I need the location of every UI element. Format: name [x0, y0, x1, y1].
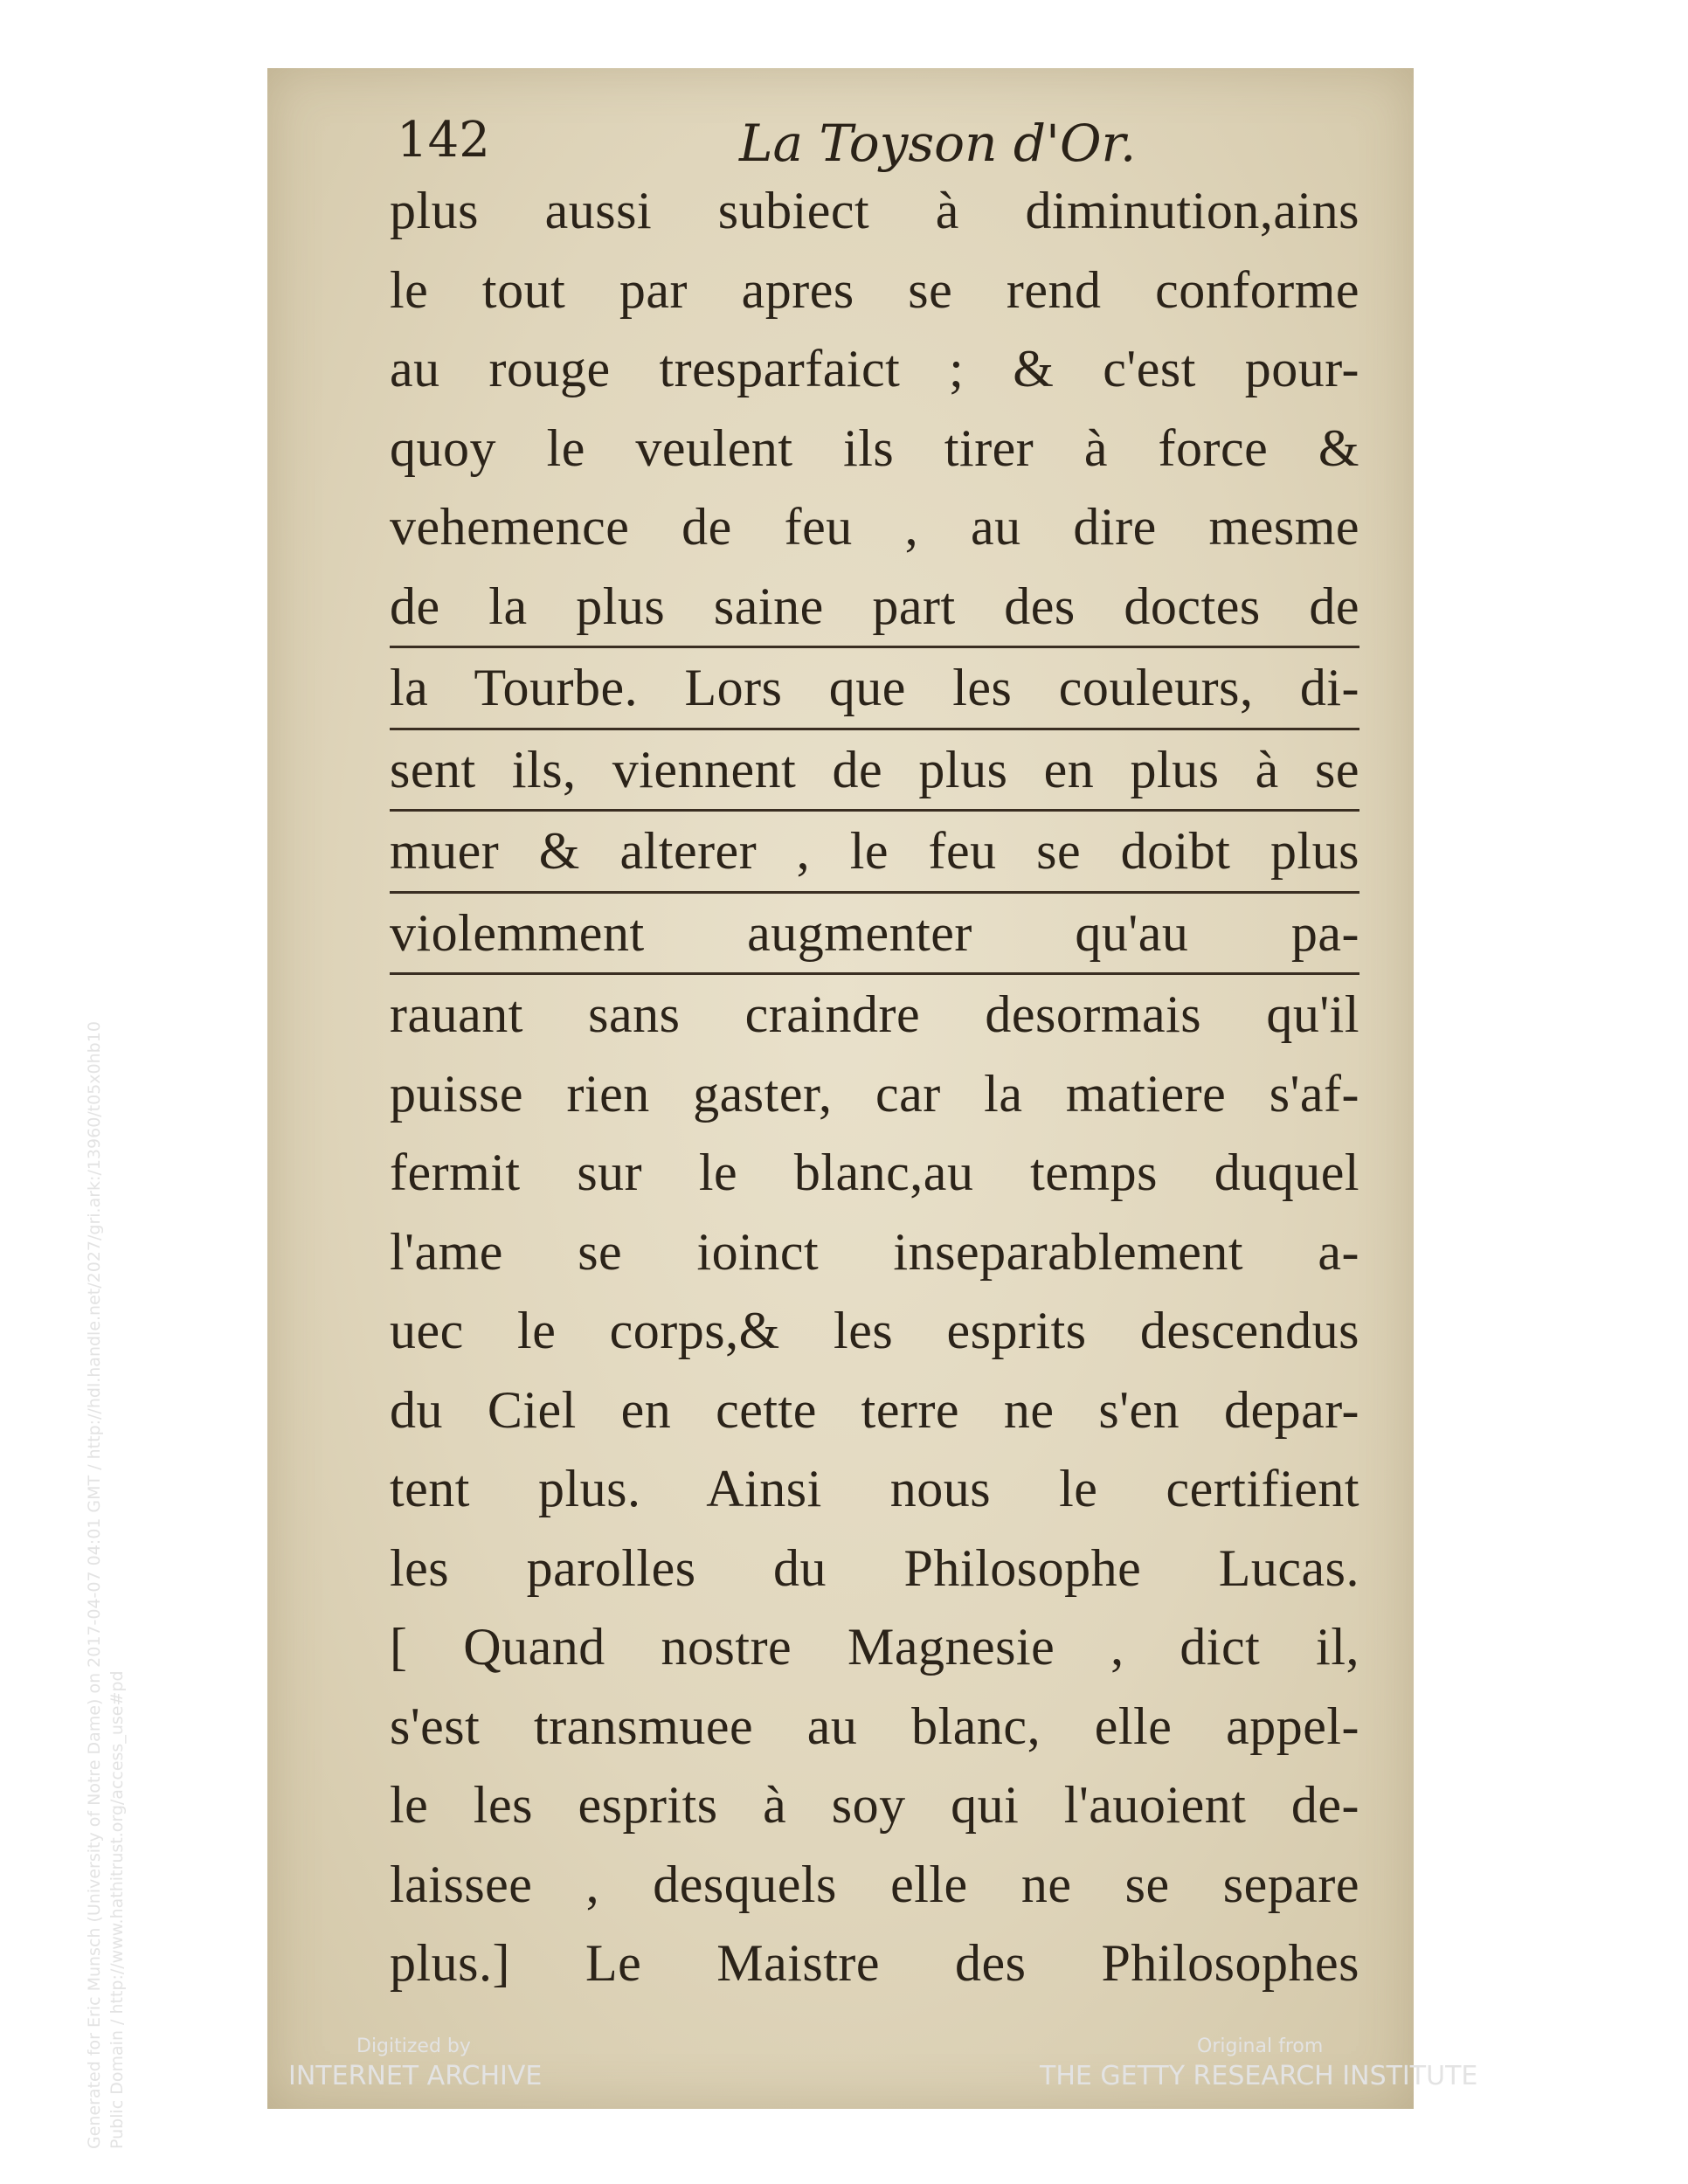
license-notice-line: Public Domain / http://www.hathitrust.org/access_use#pd	[107, 1670, 127, 2149]
text-line: l'ame se ioinct inseparablement a-	[390, 1222, 1359, 1281]
text-line: puisse rien gaster, car la matiere s'af-	[390, 1064, 1359, 1123]
text-line: au rouge tresparfaict ; & c'est pour-	[390, 340, 1359, 397]
book-page	[267, 68, 1414, 2109]
original-from-label: Original from	[1197, 2035, 1324, 2057]
text-line: tent plus. Ainsi nous le certifient	[390, 1460, 1359, 1517]
running-head	[390, 112, 1263, 173]
text-line: laissee , desquels elle ne se separe	[390, 1855, 1359, 1913]
page-number: 142	[397, 112, 490, 169]
text-line: les parolles du Philosophe Lucas.	[390, 1538, 1359, 1597]
text-line: plus.] Le Maistre des Philosophes	[390, 1934, 1359, 1992]
internet-archive-label: INTERNET ARCHIVE	[288, 2061, 543, 2091]
text-line: plus aussi subiect à diminution,ains	[390, 182, 1359, 239]
text-line-underlined: violemment augmenter qu'au pa-	[390, 894, 1359, 976]
digitized-by-label: Digitized by	[356, 2035, 471, 2057]
page-body-text	[390, 171, 1359, 2003]
text-line-underlined: la Tourbe. Lors que les couleurs, di-	[390, 648, 1359, 730]
text-line: s'est transmuee au blanc, elle appel-	[390, 1697, 1359, 1755]
running-title: La Toyson d'Or.	[739, 114, 1137, 173]
text-line: le tout par apres se rend conforme	[390, 260, 1359, 319]
generation-notice-line: Generated for Eric Munsch (University of Notre Dame) on 2017-04-07 04:01 GMT / http://hdl.handle.net/2027/gri.ark:/13960/t05x0hb10	[85, 1021, 104, 2149]
text-line: vehemence de feu , au dire mesme	[390, 498, 1359, 556]
text-line: du Ciel en cette terre ne s'en depar-	[390, 1380, 1359, 1439]
original-from-watermark	[1040, 2035, 1477, 2091]
text-line: fermit sur le blanc,au temps duquel	[390, 1144, 1359, 1201]
text-line: rauant sans craindre desormais qu'il	[390, 985, 1359, 1043]
text-line-underlined: sent ils, viennent de plus en plus à se	[390, 730, 1359, 812]
text-line: quoy le veulent ils tirer à force &	[390, 418, 1359, 477]
digitized-by-watermark	[288, 2035, 542, 2091]
text-line: le les esprits à soy qui l'auoient de-	[390, 1776, 1359, 1834]
text-line-underlined: de la plus saine part des doctes de	[390, 567, 1359, 649]
getty-institute-label: THE GETTY RESEARCH INSTITUTE	[1040, 2061, 1478, 2091]
text-line-underlined: muer & alterer , le feu se doibt plus	[390, 812, 1359, 894]
text-line: [ Quand nostre Magnesie , dict il,	[390, 1618, 1359, 1676]
text-line: uec le corps,& les esprits descendus	[390, 1302, 1359, 1359]
generation-notice	[83, 795, 128, 2149]
